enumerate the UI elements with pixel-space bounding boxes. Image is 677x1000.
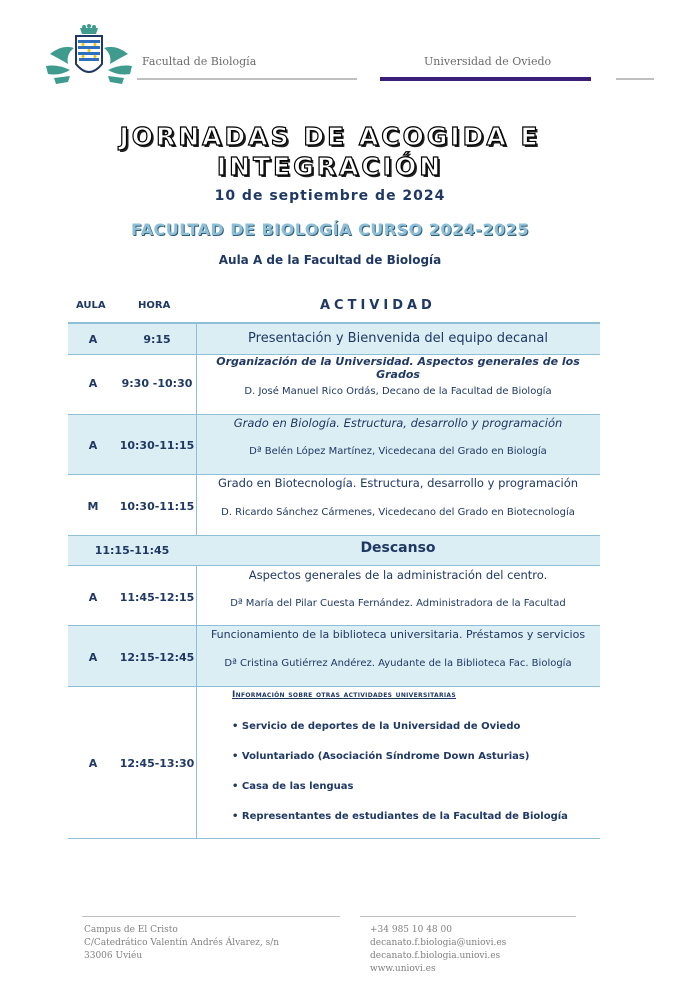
footer-site-link[interactable]: decanato.f.biologia.uniovi.es (370, 951, 501, 961)
table-row (68, 415, 600, 475)
row-hora: 12:15-12:45 (119, 651, 195, 664)
faculty-course-heading: FACULTAD DE BIOLOGÍA CURSO 2024-2025 (131, 220, 529, 239)
row-activity-speaker: Dª Belén López Martínez, Vicedecana del Grado en Biología (249, 446, 547, 457)
row-activity-speaker: D. José Manuel Rico Ordás, Decano de la Facultad de Biología (244, 386, 552, 397)
row-hora: 9:30 -10:30 (121, 377, 193, 390)
row-aula: M (87, 500, 99, 513)
footer-email-link[interactable]: decanato.f.biologia@uniovi.es (370, 938, 507, 948)
row-hora: 10:30-11:15 (119, 439, 195, 452)
info-bullet: • Voluntariado (Asociación Síndrome Down Asturias) (232, 751, 530, 762)
row-aula: A (88, 591, 98, 604)
footer-contact (370, 924, 506, 976)
column-header-hora: HORA (138, 300, 171, 311)
row-activity-main: Funcionamiento de la biblioteca universitaria. Préstamos y servicios (210, 628, 586, 641)
info-bullet: • Casa de las lenguas (232, 781, 354, 792)
row-hora: 10:30-11:15 (119, 500, 195, 513)
table-row (68, 626, 600, 687)
header-accent-bar (380, 77, 591, 81)
header-divider-right (616, 78, 654, 80)
row-hora: 9:15 (143, 333, 171, 346)
info-bullet: • Representantes de estudiantes de la Facultad de Biología (232, 811, 568, 822)
footer-address-line: C/Catedrático Valentín Andrés Álvarez, s/n (84, 938, 280, 948)
row-activity-main: Aspectos generales de la administración del centro. (248, 568, 548, 582)
table-row (68, 355, 600, 415)
footer-address-line: 33006 Uviéu (84, 951, 143, 961)
row-activity-main: Grado en Biotecnología. Estructura, desarrollo y programación (217, 476, 579, 490)
university-crest-logo (40, 24, 138, 86)
footer-address-line: Campus de El Cristo (84, 925, 178, 935)
row-activity-speaker: D. Ricardo Sánchez Cármenes, Vicedecano del Grado en Biotecnología (221, 507, 575, 518)
break-label: Descanso (360, 540, 436, 556)
footer-university-link[interactable]: www.uniovi.es (370, 964, 436, 974)
table-row (68, 324, 600, 355)
column-header-actividad: ACTIVIDAD (320, 298, 436, 313)
footer-phone: +34 985 10 48 00 (370, 925, 452, 935)
footer-address (84, 924, 279, 963)
row-activity-main: Grado en Biología. Estructura, desarrollo y programación (233, 416, 563, 430)
row-activity-speaker: Dª Cristina Gutiérrez Andérez. Ayudante de la Biblioteca Fac. Biología (224, 658, 572, 669)
row-activity-main: Presentación y Bienvenida del equipo decanal (248, 331, 548, 346)
footer-divider-left (82, 916, 340, 917)
row-aula: A (88, 651, 98, 664)
page-title-line1: JORNADAS DE ACOGIDA E (119, 122, 541, 151)
table-row-break (68, 536, 600, 566)
row-aula: A (88, 439, 98, 452)
row-hora: 12:45-13:30 (119, 757, 195, 770)
row-activity-main: Organización de la Universidad. Aspectos generales de los Grados (216, 355, 580, 381)
row-hora: 11:45-12:15 (119, 591, 195, 604)
header-faculty-name: Facultad de Biología (142, 55, 257, 68)
info-bullet: • Servicio de deportes de la Universidad de Oviedo (232, 721, 521, 732)
info-heading: Información sobre otras actividades universitarias (232, 690, 456, 700)
break-hora: 11:15-11:45 (94, 544, 170, 557)
row-aula: A (88, 377, 98, 390)
header-university-name: Universidad de Oviedo (424, 55, 552, 68)
table-row (68, 475, 600, 536)
page-title-line2: INTEGRACIÓN (216, 152, 444, 181)
header-divider-left (137, 78, 357, 80)
row-activity-speaker: Dª María del Pilar Cuesta Fernández. Administradora de la Facultad (230, 598, 566, 609)
room-heading: Aula A de la Facultad de Biología (218, 253, 442, 267)
event-date: 10 de septiembre de 2024 (214, 188, 446, 204)
table-row (68, 566, 600, 626)
table-row (68, 687, 600, 839)
row-aula: A (88, 333, 98, 346)
footer-divider-right (360, 916, 576, 917)
row-aula: A (88, 757, 98, 770)
column-header-aula: AULA (76, 300, 106, 311)
